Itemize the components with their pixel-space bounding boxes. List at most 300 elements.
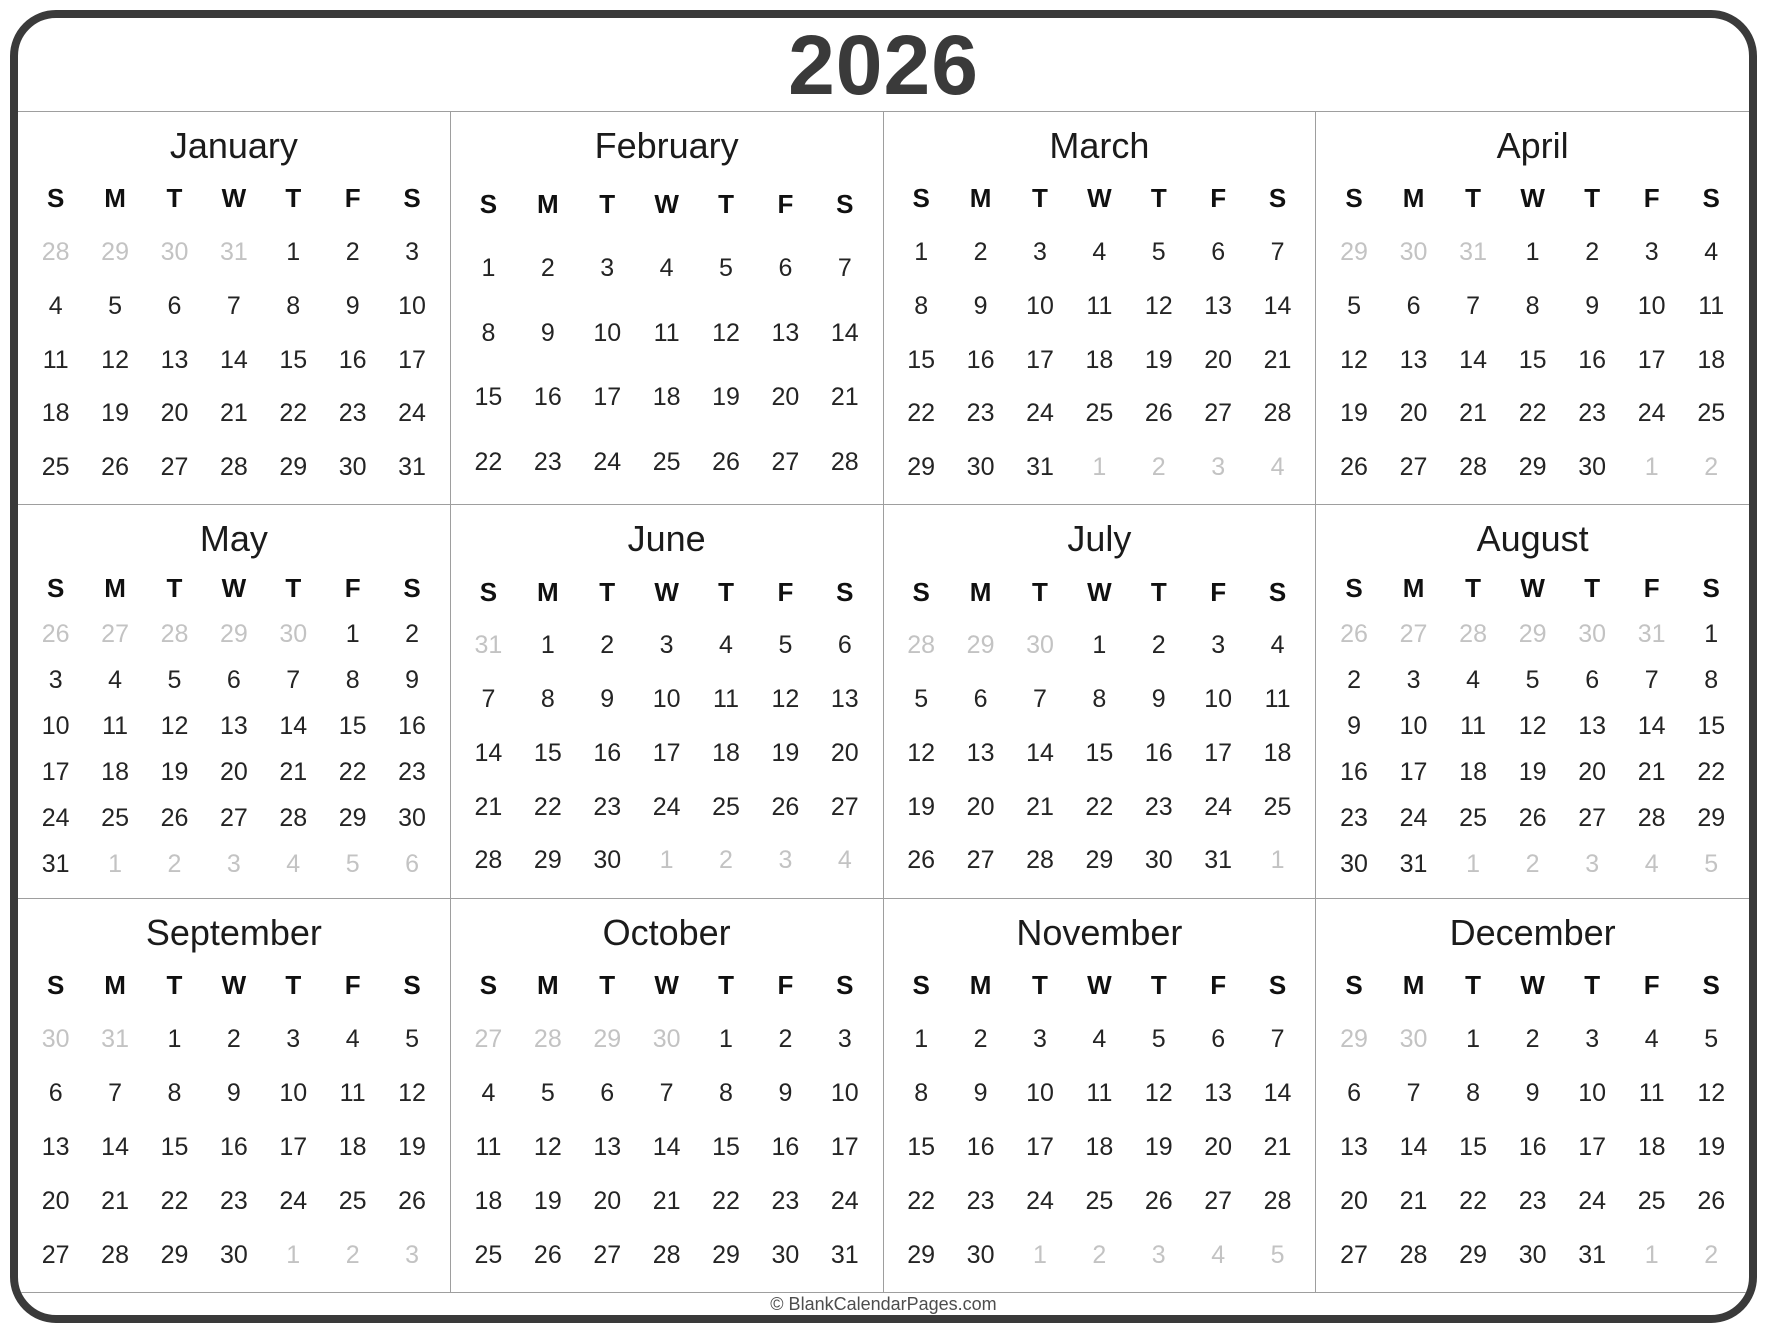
date-cell: 5 [167,665,182,694]
weekday-header: M [969,576,992,607]
date-cell: 20 [160,399,189,428]
weekday-header-row [459,959,875,1013]
date-cell: 29 [1697,804,1726,833]
weekday-header: W [221,183,247,214]
date-cell: 10 [398,291,426,320]
date-cell: 7 [481,685,496,714]
weekday-header: T [166,970,183,1001]
date-cell: 22 [712,1186,740,1215]
date-cell: 24 [1026,399,1054,428]
date-cell: 4 [837,846,852,875]
weekday-header: W [1520,572,1545,603]
date-cell: 1 [1466,850,1481,879]
date-cell: 4 [1270,452,1285,481]
date-cell: 26 [1340,619,1368,648]
date-cell: 4 [1704,238,1719,267]
week-row [1324,1174,1741,1228]
date-cell: 26 [1518,804,1547,833]
date-cell: 21 [1026,792,1054,821]
date-cell: 25 [41,452,70,481]
date-cell: 11 [1638,1078,1665,1107]
week-row [1324,750,1741,796]
date-cell: 14 [279,711,308,740]
date-cell: 6 [1211,238,1226,267]
weekday-header: T [1465,572,1482,603]
date-cell: 25 [1637,1186,1666,1215]
weekday-header: T [166,183,183,214]
date-cell: 7 [1406,1078,1421,1107]
weekday-header: F [777,576,794,607]
date-cell: 20 [830,738,859,767]
month-title: February [594,125,739,166]
week-row [892,333,1308,387]
week-row [892,1013,1308,1067]
date-cell: 2 [167,850,182,879]
weekday-header: T [1150,183,1167,214]
date-cell: 17 [652,738,681,767]
date-cell: 15 [907,1132,936,1161]
month-title: March [1049,125,1150,166]
date-cell: 18 [1697,345,1726,374]
date-cell: 23 [1578,399,1607,428]
date-cell: 13 [1204,1078,1233,1107]
date-cell: 26 [712,447,740,476]
date-cell: 3 [405,1240,419,1269]
weekday-header: S [912,970,930,1001]
date-cell: 19 [1340,399,1368,428]
date-cell: 11 [42,345,69,374]
weekday-header: M [537,970,559,1001]
month-body [884,565,1316,897]
date-cell: 28 [652,1240,681,1269]
date-cell: 25 [652,447,681,476]
date-cell: 1 [914,1024,929,1053]
date-cell: 13 [966,738,995,767]
date-cell: 2 [600,631,615,660]
week-row [459,673,875,727]
date-cell: 31 [1578,1240,1607,1269]
date-cell: 16 [1518,1132,1547,1161]
weekday-header: T [718,576,734,607]
date-cell: 8 [1466,1078,1481,1107]
date-cell: 18 [1459,758,1487,787]
date-cell: 7 [659,1078,674,1107]
weekday-header: M [969,183,992,214]
date-cell: 22 [533,792,562,821]
date-cell: 25 [338,1186,367,1215]
week-row [892,834,1308,888]
weekday-header: F [1210,183,1227,214]
date-cell: 8 [1525,291,1540,320]
date-cell: 10 [652,685,681,714]
weekday-header: W [654,188,679,219]
date-cell: 15 [907,345,936,374]
date-cell: 16 [338,345,367,374]
date-cell: 1 [1092,631,1107,660]
date-cell: 19 [1144,345,1173,374]
date-cell: 2 [1704,452,1719,481]
date-cell: 26 [160,804,189,833]
weekday-header: T [1584,970,1601,1001]
month-december [1316,899,1749,1292]
date-cell: 8 [1092,685,1107,714]
date-cell: 19 [712,383,740,412]
weekday-header: M [537,576,559,607]
week-row [1324,1228,1741,1282]
date-cell: 6 [226,665,241,694]
date-cell: 2 [226,1024,241,1053]
weekday-header: S [403,572,421,603]
weekday-header: T [599,188,616,219]
month-june [451,505,884,898]
date-cell: 8 [1704,665,1719,694]
date-cell: 30 [1399,1024,1428,1053]
date-cell: 4 [1644,850,1659,879]
date-cell: 22 [1697,758,1726,787]
week-row [459,1066,875,1120]
date-cell: 23 [966,399,995,428]
date-cell: 22 [1085,792,1114,821]
date-cell: 17 [1026,345,1054,374]
date-cell: 10 [1399,711,1428,740]
date-cell: 18 [652,383,681,412]
date-cell: 15 [1518,345,1547,374]
date-cell: 23 [1144,792,1173,821]
date-cell: 3 [1406,665,1421,694]
date-cell: 12 [907,738,936,767]
date-cell: 11 [475,1132,502,1161]
weekday-header: W [1520,970,1545,1001]
weekday-header: T [166,572,183,603]
weekday-header: M [104,572,126,603]
month-title: December [1449,911,1616,953]
month-body [884,172,1316,504]
weekday-header: T [285,572,302,603]
date-cell: 27 [1204,1186,1233,1215]
date-cell: 30 [1518,1240,1547,1269]
weekday-header: M [537,188,559,219]
week-row [459,780,875,834]
date-cell: 1 [1092,452,1107,481]
date-cell: 10 [1637,291,1666,320]
date-cell: 24 [1578,1186,1607,1215]
date-cell: 27 [1399,619,1428,648]
weekday-header: S [1702,572,1720,603]
week-row [459,1013,875,1067]
date-cell: 9 [345,291,360,320]
date-cell: 29 [1340,1024,1368,1053]
date-cell: 15 [338,711,367,740]
date-cell: 17 [830,1132,859,1161]
date-cell: 4 [1466,665,1481,694]
date-cell: 5 [914,685,929,714]
date-cell: 2 [1151,452,1166,481]
weekday-header-row [1324,565,1741,611]
date-cell: 24 [279,1186,308,1215]
weekday-header: F [344,970,361,1001]
date-cell: 11 [1086,291,1113,320]
week-row [1324,1120,1741,1174]
weekday-header: T [1032,183,1048,214]
date-cell: 19 [771,738,800,767]
date-cell: 7 [1270,238,1285,267]
date-cell: 11 [1460,711,1487,740]
month-title: September [145,911,322,953]
date-cell: 29 [533,846,562,875]
date-cell: 18 [1085,345,1114,374]
week-row [892,279,1308,333]
date-cell: 6 [778,254,793,283]
weekday-header: T [1584,572,1601,603]
date-cell: 28 [1637,804,1666,833]
weekday-header: F [777,188,794,219]
date-cell: 23 [966,1186,995,1215]
date-cell: 28 [907,631,936,660]
date-cell: 15 [1085,738,1114,767]
date-cell: 26 [398,1186,426,1215]
date-cell: 16 [1340,758,1368,787]
date-cell: 31 [1459,238,1487,267]
date-cell: 13 [593,1132,622,1161]
weekday-header: S [479,970,498,1001]
weekday-header: W [1520,183,1545,214]
date-cell: 19 [1697,1132,1726,1161]
date-cell: 14 [219,345,248,374]
date-cell: 27 [41,1240,70,1269]
week-row [892,726,1308,780]
week-row [1324,796,1741,842]
date-cell: 4 [1270,631,1285,660]
date-cell: 30 [219,1240,248,1269]
date-cell: 2 [778,1024,793,1053]
date-cell: 19 [1144,1132,1173,1161]
date-cell: 25 [101,804,129,833]
month-title: November [1016,911,1183,953]
week-row [1324,1066,1741,1120]
date-cell: 23 [219,1186,248,1215]
date-cell: 16 [1578,345,1607,374]
date-cell: 28 [219,452,248,481]
date-cell: 26 [1340,452,1368,481]
date-cell: 2 [1347,665,1361,694]
date-cell: 19 [160,758,189,787]
date-cell: 28 [160,619,189,648]
date-cell: 14 [830,318,859,347]
date-cell: 5 [108,291,123,320]
date-cell: 30 [338,452,367,481]
weekday-header: M [1402,183,1425,214]
date-cell: 29 [219,619,248,648]
date-cell: 28 [1026,846,1054,875]
date-cell: 2 [405,619,419,648]
date-cell: 11 [653,318,680,347]
date-cell: 21 [279,758,308,787]
date-cell: 31 [1204,846,1233,875]
date-cell: 29 [907,452,936,481]
date-cell: 1 [345,619,360,648]
date-cell: 12 [1144,291,1173,320]
date-cell: 11 [102,711,129,740]
date-cell: 16 [966,345,995,374]
date-cell: 8 [167,1078,182,1107]
date-cell: 17 [1026,1132,1054,1161]
week-row [892,673,1308,727]
date-cell: 12 [1518,711,1547,740]
weekday-header: T [1150,576,1167,607]
week-row [1324,842,1741,888]
weekday-header: S [47,572,65,603]
date-cell: 28 [1263,1186,1292,1215]
weekday-header-row [459,172,875,236]
date-cell: 21 [219,399,248,428]
date-cell: 3 [1033,238,1047,267]
date-cell: 13 [160,345,189,374]
date-cell: 4 [1644,1024,1659,1053]
date-cell: 20 [1204,345,1233,374]
date-cell: 22 [279,399,308,428]
date-cell: 21 [1399,1186,1428,1215]
date-cell: 29 [1518,452,1547,481]
date-cell: 2 [1525,850,1540,879]
week-row [459,726,875,780]
date-cell: 30 [1578,452,1607,481]
date-cell: 31 [1026,452,1054,481]
date-cell: 27 [1340,1240,1368,1269]
date-cell: 30 [652,1024,681,1053]
week-row [459,1174,875,1228]
date-cell: 31 [398,452,426,481]
date-cell: 29 [160,1240,189,1269]
year-header [18,18,1749,111]
weekday-header: S [836,188,854,219]
month-body [884,959,1316,1292]
week-row [1324,333,1741,387]
date-cell: 4 [481,1078,496,1107]
week-row [26,1228,442,1282]
weekday-header: F [1643,572,1660,603]
week-row [26,1174,442,1228]
date-cell: 31 [101,1024,129,1053]
date-cell: 30 [593,846,622,875]
date-cell: 14 [1459,345,1487,374]
weekday-header: W [221,572,247,603]
week-row [459,1120,875,1174]
date-cell: 16 [771,1132,800,1161]
date-cell: 1 [1644,452,1659,481]
weekday-header: T [1150,970,1167,1001]
date-cell: 3 [778,846,793,875]
date-cell: 26 [1697,1186,1726,1215]
week-row [459,301,875,365]
week-row [1324,1013,1741,1067]
date-cell: 10 [1026,1078,1054,1107]
date-cell: 6 [600,1078,615,1107]
date-cell: 26 [1144,1186,1173,1215]
weekday-header: W [654,970,679,1001]
date-cell: 5 [345,850,360,879]
date-cell: 28 [101,1240,129,1269]
weekday-header: S [836,576,854,607]
date-cell: 26 [101,452,129,481]
date-cell: 30 [160,238,189,267]
page-frame [10,10,1757,1323]
month-title: August [1476,518,1589,560]
weekday-header: T [1465,183,1482,214]
date-cell: 21 [830,383,859,412]
date-cell: 20 [966,792,995,821]
date-cell: 26 [771,792,800,821]
date-cell: 1 [286,1240,301,1269]
date-cell: 23 [771,1186,800,1215]
date-cell: 14 [1399,1132,1428,1161]
weekday-header: W [221,970,247,1001]
date-cell: 28 [830,447,859,476]
date-cell: 1 [1525,238,1540,267]
date-cell: 13 [41,1132,70,1161]
date-cell: 25 [1085,399,1114,428]
date-cell: 9 [226,1078,241,1107]
date-cell: 3 [286,1024,301,1053]
date-cell: 5 [540,1078,555,1107]
date-cell: 1 [481,254,496,283]
date-cell: 23 [1518,1186,1547,1215]
footer-credit: © BlankCalendarPages.com [770,1293,997,1314]
date-cell: 22 [160,1186,189,1215]
date-cell: 29 [101,238,129,267]
date-cell: 14 [1263,1078,1292,1107]
weekday-header-row [892,959,1308,1013]
date-cell: 2 [973,238,988,267]
date-cell: 16 [533,383,562,412]
weekday-header: S [479,188,498,219]
date-cell: 24 [830,1186,859,1215]
date-cell: 5 [1704,850,1719,879]
weekday-header: M [104,183,126,214]
date-cell: 23 [533,447,562,476]
date-cell: 1 [719,1024,733,1053]
date-cell: 2 [1525,1024,1540,1053]
date-cell: 12 [712,318,740,347]
date-cell: 9 [973,1078,988,1107]
date-cell: 25 [712,792,740,821]
date-cell: 27 [1578,804,1607,833]
weekday-header: S [1268,576,1287,607]
week-row [459,1228,875,1282]
date-cell: 25 [1697,399,1726,428]
date-cell: 1 [1033,1240,1047,1269]
date-cell: 28 [1459,452,1487,481]
date-cell: 10 [279,1078,308,1107]
date-cell: 7 [108,1078,123,1107]
week-row [892,441,1308,495]
date-cell: 6 [167,291,182,320]
date-cell: 3 [600,254,615,283]
date-cell: 17 [41,758,70,787]
date-cell: 16 [1144,738,1173,767]
week-row [892,387,1308,441]
weekday-header-row [26,959,442,1013]
date-cell: 10 [830,1078,859,1107]
date-cell: 14 [101,1132,129,1161]
date-cell: 9 [1151,685,1166,714]
week-row [26,387,442,441]
month-body [1316,565,1749,897]
week-row [892,1066,1308,1120]
date-cell: 6 [1211,1024,1226,1053]
date-cell: 3 [1644,238,1659,267]
date-cell: 13 [1399,345,1428,374]
date-cell: 20 [1204,1132,1233,1161]
